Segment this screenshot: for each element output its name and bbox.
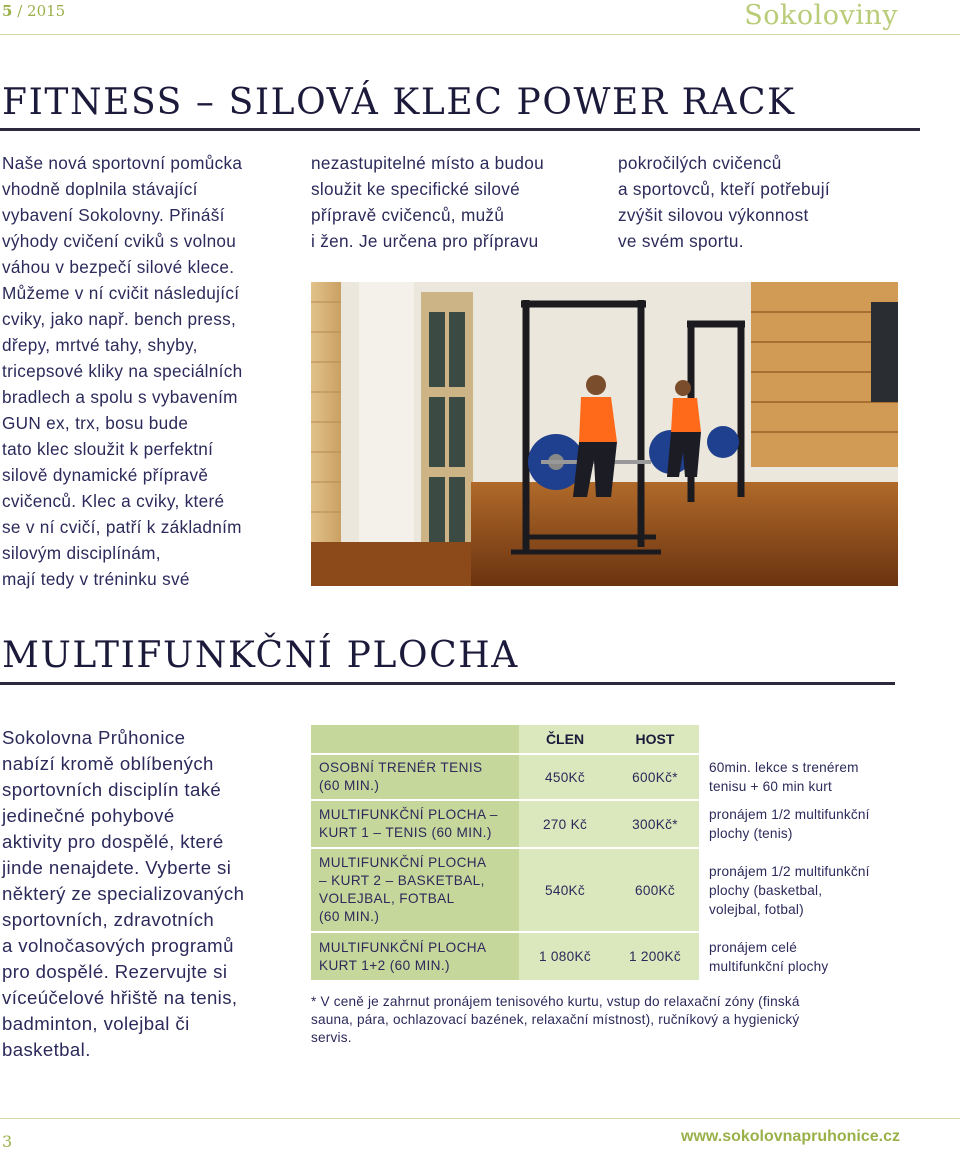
guest-price: 600Kč* — [611, 754, 699, 800]
service-name: MULTIFUNKČNÍ PLOCHA KURT 1+2 (60 MIN.) — [311, 932, 519, 980]
price-footnote: * V ceně je zahrnut pronájem tenisového kurtu, vstup do relaxační zóny (finská sauna, pára, ochlazovací bazének, relaxační místnost), ručníkový a hygienický servis. — [311, 994, 800, 1045]
member-price: 1 080Kč — [519, 932, 611, 980]
service-name: OSOBNÍ TRENÉR TENIS (60 MIN.) — [311, 754, 519, 800]
member-price: 540Kč — [519, 848, 611, 932]
page-number: 3 — [2, 1132, 13, 1151]
header-member: ČLEN — [519, 725, 611, 754]
table-row — [311, 932, 899, 980]
section-rule-2 — [0, 682, 895, 685]
section-title-fitness: FITNESS – SILOVÁ KLEC POWER RACK — [2, 82, 796, 123]
guest-price: 1 200Kč — [611, 932, 699, 980]
member-price: 270 Kč — [519, 800, 611, 848]
article-column-1: Naše nová sportovní pomůcka vhodně doplnila stávající vybavení Sokolovny. Přináší výhody cvičení cviků s volnou váhou v bezpečí silové klece. Můžeme v ní cvičit následující cviky, jako např. bench press, dřepy, mrtvé tahy, shyby, tricepsové kliky na speciálních bradlech a spolu s vybavením GUN ex, trx, bosu bude tato klec sloužit k perfektní silově dynamické přípravě cvičenců. Klec a cviky, které se v ní cvičí, patří k základním silovým disciplínám, mají tedy v tréninku své — [2, 153, 243, 589]
section-title-multifunction: MULTIFUNKČNÍ PLOCHA — [2, 635, 519, 676]
guest-price: 600Kč — [611, 848, 699, 932]
service-name: MULTIFUNKČNÍ PLOCHA – KURT 1 – TENIS (60 MIN.) — [311, 800, 519, 848]
service-note: 60min. lekce s trenérem tenisu + 60 min kurt — [699, 754, 899, 800]
service-note: pronájem 1/2 multifunkční plochy (basketbal, volejbal, fotbal) — [699, 848, 899, 932]
issue-label: 5 / 2015 — [2, 2, 66, 20]
service-note: pronájem celé multifunkční plochy — [699, 932, 899, 980]
section-rule — [0, 128, 920, 131]
service-note: pronájem 1/2 multifunkční plochy (tenis) — [699, 800, 899, 848]
table-row — [311, 800, 899, 848]
service-name: MULTIFUNKČNÍ PLOCHA – KURT 2 – BASKETBAL, VOLEJBAL, FOTBAL (60 MIN.) — [311, 848, 519, 932]
table-row — [311, 754, 899, 800]
price-table — [311, 725, 899, 980]
price-table-header — [311, 725, 899, 754]
header-guest: HOST — [611, 725, 699, 754]
website-link[interactable]: www.sokolovnapruhonice.cz — [681, 1128, 900, 1145]
header-divider — [0, 34, 960, 35]
article-column-2: nezastupitelné místo a budou sloužit ke specifické silové přípravě cvičenců, mužů i žen. Je určena pro přípravu — [311, 153, 544, 251]
footer-divider — [0, 1118, 960, 1119]
guest-price: 300Kč* — [611, 800, 699, 848]
article-column-3: pokročilých cvičenců a sportovců, kteří potřebují zvýšit silovou výkonnost ve svém sportu. — [618, 153, 830, 251]
power-rack-photo — [311, 282, 898, 586]
brand-title: Sokoloviny — [744, 0, 898, 31]
member-price: 450Kč — [519, 754, 611, 800]
multifunction-intro: Sokolovna Průhonice nabízí kromě oblíbených sportovních disciplín také jedinečné pohybové aktivity pro dospělé, které jinde nenajdete. Vyberte si některý ze specializovaných sportovních, zdravotních a volnočasových programů pro dospělé. Rezervujte si víceúčelové hřiště na tenis, badminton, volejbal či basketbal. — [2, 727, 245, 1060]
table-row — [311, 848, 899, 932]
